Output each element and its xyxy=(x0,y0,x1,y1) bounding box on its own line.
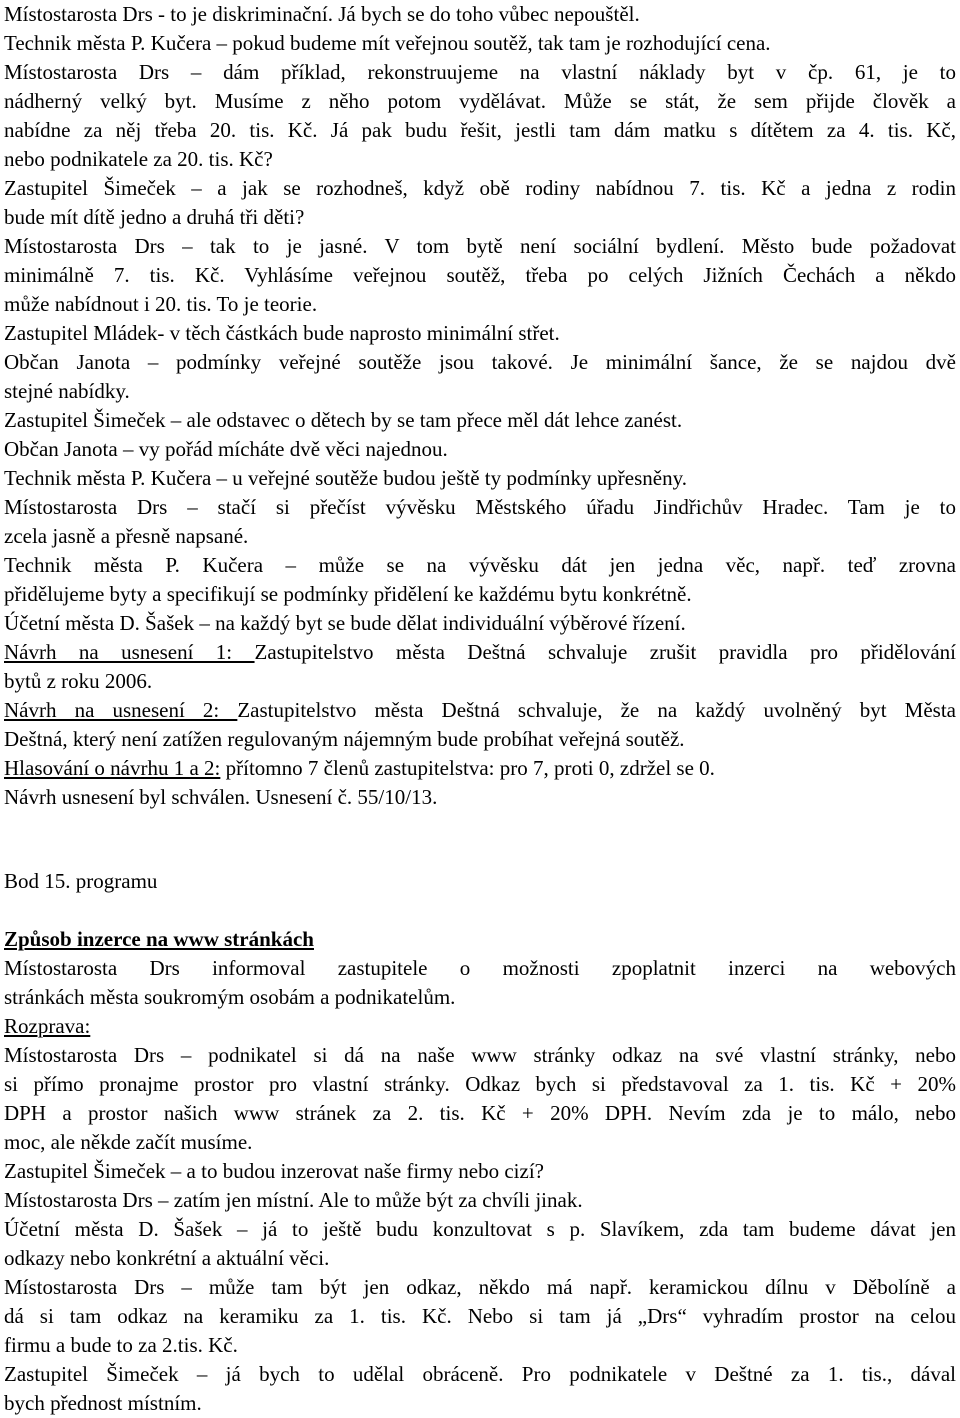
text-line xyxy=(4,493,956,522)
underlined-label: Návrh na usnesení 2: xyxy=(4,698,238,722)
line-text: bytů z roku 2006. xyxy=(4,669,153,693)
text-line xyxy=(4,406,956,435)
text-line xyxy=(4,1360,956,1389)
line-text: stejné nabídky. xyxy=(4,379,130,403)
text-line xyxy=(4,667,956,696)
text-line xyxy=(4,522,956,551)
text-line xyxy=(4,58,956,87)
text-line xyxy=(4,1302,956,1331)
line-text: bych přednost místním. xyxy=(4,1391,202,1415)
line-text: Místostarosta Drs – podnikatel si dá na naše www stránky odkaz na své vlastní stránky, nebo xyxy=(4,1043,956,1067)
line-text: Místostarosta Drs - to je diskriminační. Já bych se do toho vůbec nepouštěl. xyxy=(4,2,640,26)
text-line xyxy=(4,0,956,29)
line-text: Místostarosta Drs – zatím jen místní. Ale to může být za chvíli jinak. xyxy=(4,1188,583,1212)
text-line xyxy=(4,725,956,754)
text-line xyxy=(4,783,956,812)
line-text: Návrh usnesení byl schválen. Usnesení č. 55/10/13. xyxy=(4,785,438,809)
line-text: Technik města P. Kučera – může se na vývěsku dát jen jedna věc, např. teď zrovna xyxy=(4,553,956,577)
line-text: Zastupitelstvo města Deštná schvaluje zrušit pravidla pro přidělování xyxy=(254,640,956,664)
line-text: Zastupitel Šimeček – já bych to udělal obráceně. Pro podnikatele v Deštné za 1. tis., dával xyxy=(4,1362,956,1386)
line-text: Bod 15. programu xyxy=(4,869,158,893)
underlined-label: Návrh na usnesení 1: xyxy=(4,640,255,664)
text-line xyxy=(4,754,956,783)
text-line xyxy=(4,1244,956,1273)
line-text: Občan Janota – podmínky veřejné soutěže jsou takové. Je minimální šance, že se najdou dvě xyxy=(4,350,956,374)
line-text: Zastupitelstvo města Deštná schvaluje, že na každý uvolněný byt Města xyxy=(237,698,956,722)
line-text: minimálně 7. tis. Kč. Vyhlásíme veřejnou soutěž, třeba po celých Jižních Čechách a někdo xyxy=(4,263,956,287)
line-text: nabídne za něj třeba 20. tis. Kč. Já pak budu řešit, jestli tam dám matku s dítětem za 4. tis. Kč, xyxy=(4,118,956,142)
text-line xyxy=(4,1389,956,1418)
line-text: si přímo pronajme prostor pro vlastní stránky. Odkaz bych si představoval za 1. tis. Kč + 20% xyxy=(4,1072,956,1096)
line-text: Technik města P. Kučera – u veřejné soutěže budou ještě ty podmínky upřesněny. xyxy=(4,466,687,490)
line-text: bude mít dítě jedno a druhá tři děti? xyxy=(4,205,305,229)
line-text: Účetní města D. Šašek – já to ještě budu konzultovat s p. Slavíkem, zda tam budeme dávat jen xyxy=(4,1217,956,1241)
text-line xyxy=(4,638,956,667)
underlined-label: Hlasování o návrhu 1 a 2: xyxy=(4,756,221,780)
text-line xyxy=(4,145,956,174)
line-text: odkazy nebo konkrétní a aktuální věci. xyxy=(4,1246,330,1270)
text-line xyxy=(4,1070,956,1099)
text-line xyxy=(4,1157,956,1186)
text-line xyxy=(4,29,956,58)
line-text: přidělujeme byty a specifikují se podmínky přidělení ke každému bytu konkrétně. xyxy=(4,582,692,606)
line-text: Zastupitel Šimeček – ale odstavec o dětech by se tam přece měl dát lehce zanést. xyxy=(4,408,683,432)
line-text: stránkách města soukromým osobám a podnikatelům. xyxy=(4,985,456,1009)
text-line xyxy=(4,203,956,232)
line-text: Občan Janota – vy pořád mícháte dvě věci najednou. xyxy=(4,437,448,461)
text-line xyxy=(4,464,956,493)
line-text: zcela jasně a přesně napsané. xyxy=(4,524,249,548)
text-line xyxy=(4,580,956,609)
line-text: Zastupitel Mládek- v těch částkách bude naprosto minimální střet. xyxy=(4,321,560,345)
text-line xyxy=(4,1128,956,1157)
line-text: Deštná, který není zatížen regulovaným nájemným bude probíhat veřejná soutěž. xyxy=(4,727,685,751)
text-line xyxy=(4,867,956,896)
line-text: Místostarosta Drs – tak to je jasné. V tom bytě není sociální bydlení. Město bude požadovat xyxy=(4,234,956,258)
line-text: Účetní města D. Šašek – na každý byt se bude dělat individuální výběrové řízení. xyxy=(4,611,686,635)
text-line xyxy=(4,1331,956,1360)
line-text: dá si tam odkaz na keramiku za 1. tis. Kč. Nebo si tam já „Drs“ vyhradím prostor na celou xyxy=(4,1304,956,1328)
line-text: Zastupitel Šimeček – a jak se rozhodneš, když obě rodiny nabídnou 7. tis. Kč a jedna z rodin xyxy=(4,176,956,200)
text-line xyxy=(4,435,956,464)
underlined-label: Rozprava: xyxy=(4,1014,91,1038)
text-line xyxy=(4,87,956,116)
text-line xyxy=(4,696,956,725)
line-text: Místostarosta Drs – může tam být jen odkaz, někdo má např. keramickou dílnu v Děbolíně a xyxy=(4,1275,956,1299)
text-line xyxy=(4,348,956,377)
text-line xyxy=(4,290,956,319)
line-text: může nabídnout i 20. tis. To je teorie. xyxy=(4,292,318,316)
text-line xyxy=(4,1215,956,1244)
line-text: moc, ale někde začít musíme. xyxy=(4,1130,253,1154)
line-text: Zastupitel Šimeček – a to budou inzerovat naše firmy nebo cizí? xyxy=(4,1159,544,1183)
text-line xyxy=(4,116,956,145)
text-line xyxy=(4,319,956,348)
line-text: Místostarosta Drs – dám příklad, rekonstruujeme na vlastní náklady byt v čp. 61, je to xyxy=(4,60,956,84)
text-line xyxy=(4,1012,956,1041)
section-heading xyxy=(4,925,956,954)
text-line xyxy=(4,1041,956,1070)
text-line xyxy=(4,983,956,1012)
line-text: firmu a bude to za 2.tis. Kč. xyxy=(4,1333,238,1357)
line-text: Místostarosta Drs informoval zastupitele o možnosti zpoplatnit inzerci na webových xyxy=(4,956,956,980)
text-line xyxy=(4,261,956,290)
line-text: Místostarosta Drs – stačí si přečíst vývěsku Městského úřadu Jindřichův Hradec. Tam je to xyxy=(4,495,956,519)
text-line xyxy=(4,954,956,983)
text-line xyxy=(4,551,956,580)
text-line xyxy=(4,1273,956,1302)
text-line xyxy=(4,174,956,203)
line-text: přítomno 7 členů zastupitelstva: pro 7, proti 0, zdržel se 0. xyxy=(220,756,715,780)
line-text: Způsob inzerce na www stránkách xyxy=(4,927,314,951)
text-line xyxy=(4,609,956,638)
line-text: Technik města P. Kučera – pokud budeme mít veřejnou soutěž, tak tam je rozhodující cena. xyxy=(4,31,771,55)
text-line xyxy=(4,1186,956,1215)
line-text: nádherný velký byt. Musíme z něho potom vydělávat. Může se stát, že sem přijde člověk a xyxy=(4,89,956,113)
text-line xyxy=(4,377,956,406)
line-text: nebo podnikatele za 20. tis. Kč? xyxy=(4,147,273,171)
text-line xyxy=(4,232,956,261)
text-line xyxy=(4,1099,956,1128)
line-text: DPH a prostor našich www stránek za 2. tis. Kč + 20% DPH. Nevím zda je to málo, nebo xyxy=(4,1101,956,1125)
